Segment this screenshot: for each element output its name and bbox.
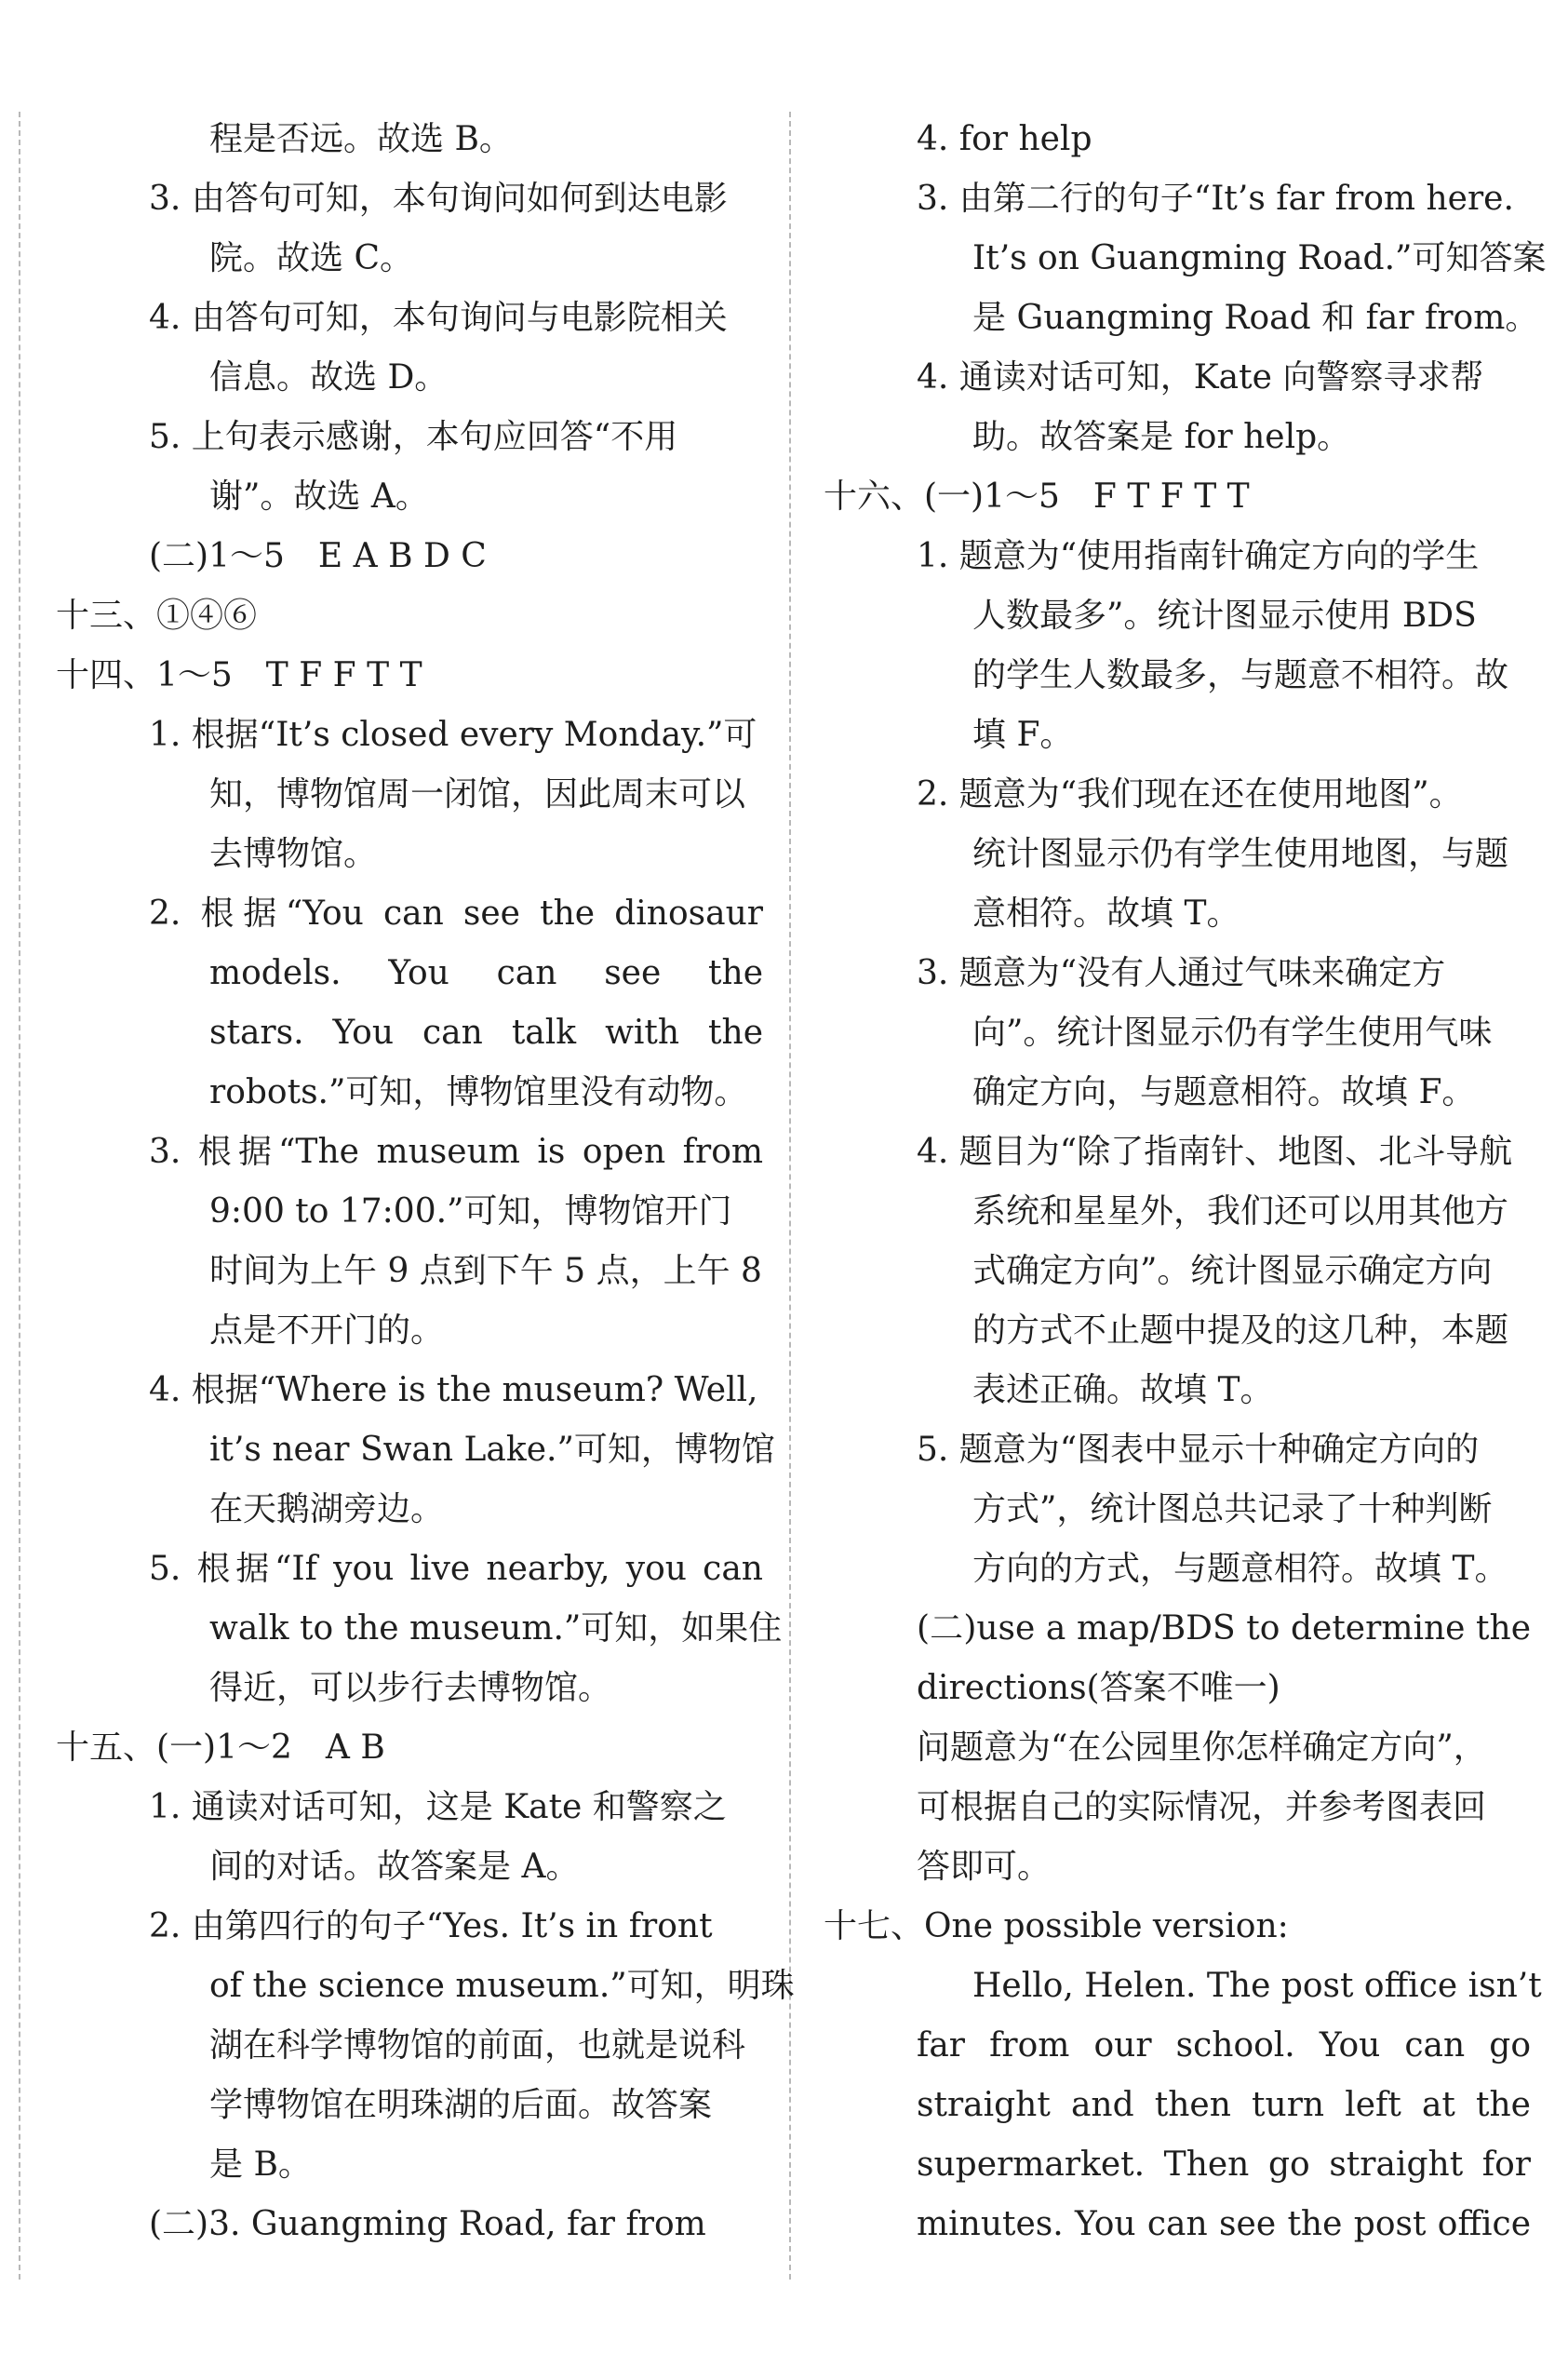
text-line: 2. 题意为“我们现在还在使用地图”。 [917,775,1463,814]
text-line: 的方式不止题中提及的这几种，本题 [972,1312,1509,1350]
text-line: 人数最多”。统计图显示使用 BDS [972,597,1477,635]
text-line: far from our school. You can go [917,2026,1531,2065]
text-line: (二)1～5 E A B D C [149,537,487,575]
text-line: (二)use a map/BDS to determine the [917,1609,1531,1648]
text-line: 5. 题意为“图表中显示十种确定方向的 [917,1431,1480,1469]
text-line: 3. 由第二行的句子“It’s far from here. [917,180,1514,218]
text-line: 1. 通读对话可知，这是 Kate 和警察之 [149,1788,727,1826]
text-line: 是 Guangming Road 和 far from。 [972,299,1539,337]
text-line: 湖在科学博物馆的前面，也就是说科 [209,2026,746,2065]
text-line: 去博物馆。 [209,835,378,873]
text-line: 十三、①④⑥ [56,597,258,635]
text-line: 式确定方向”。统计图显示确定方向 [972,1252,1493,1290]
column-divider [789,112,791,2280]
text-line: 问题意为“在公园里你怎样确定方向”， [917,1729,1487,1767]
text-line: 得近，可以步行去博物馆。 [209,1669,612,1707]
text-line: minutes. You can see the post office [917,2205,1531,2243]
text-line: 十七、One possible version: [824,1907,1289,1945]
text-line: 4. 通读对话可知，Kate 向警察寻求帮 [917,358,1484,397]
text-line: 是 B。 [209,2146,312,2184]
text-line: (二)3. Guangming Road, far from [149,2205,706,2243]
text-line: straight and then turn left at the [917,2086,1531,2124]
text-line: 4. 由答句可知，本句询问与电影院相关 [149,299,728,337]
text-line: stars. You can talk with the [209,1014,763,1052]
text-line: Hello, Helen. The post office isn’t [972,1967,1542,2005]
text-line: 方式”，统计图总共记录了十种判断 [972,1490,1493,1528]
text-line: robots.”可知，博物馆里没有动物。 [209,1073,748,1111]
text-line: 5. 根据“If you live nearby, you can [149,1550,763,1588]
text-line: 助。故答案是 for help。 [972,418,1351,456]
text-line: of the science museum.”可知，明珠 [209,1967,795,2005]
text-line: 十五、(一)1～2 A B [56,1729,385,1767]
text-line: 1. 题意为“使用指南针确定方向的学生 [917,537,1480,575]
text-line: 填 F。 [972,716,1074,754]
text-line: 院。故选 C。 [209,239,413,277]
text-line: 信息。故选 D。 [209,358,449,397]
left-margin-divider [19,112,20,2280]
text-line: 4. 根据“Where is the museum? Well, [149,1371,758,1409]
text-line: 3. 根据“The museum is open from [149,1133,763,1171]
text-line: 9:00 to 17:00.”可知，博物馆开门 [209,1192,732,1231]
text-line: 十四、1～5 T F F T T [56,656,422,694]
text-line: 系统和星星外，我们还可以用其他方 [972,1192,1509,1231]
text-line: 答即可。 [917,1848,1052,1886]
text-line: 十六、(一)1～5 F T F T T [824,478,1250,516]
text-line: 4. for help [917,120,1092,158]
text-line: 谢”。故选 A。 [209,478,429,516]
text-line: it’s near Swan Lake.”可知，博物馆 [209,1431,775,1469]
text-line: models. You can see the [209,954,763,992]
text-line: 可根据自己的实际情况，并参考图表回 [917,1788,1487,1826]
text-line: 4. 题目为“除了指南针、地图、北斗导航 [917,1133,1513,1171]
text-line: 学博物馆在明珠湖的后面。故答案 [209,2086,713,2124]
text-line: 表述正确。故填 T。 [972,1371,1274,1409]
text-line: 知，博物馆周一闭馆，因此周末可以 [209,775,746,814]
text-line: 5. 上句表示感谢，本句应回答“不用 [149,418,678,456]
text-line: supermarket. Then go straight for [917,2146,1531,2184]
text-line: 方向的方式，与题意相符。故填 T。 [972,1550,1508,1588]
text-line: 确定方向，与题意相符。故填 F。 [972,1073,1476,1111]
text-line: 2. 根据“You can see the dinosaur [149,895,763,933]
text-line: 3. 题意为“没有人通过气味来确定方 [917,954,1446,992]
text-line: directions(答案不唯一) [917,1669,1280,1707]
text-line: 的学生人数最多，与题意不相符。故 [972,656,1509,694]
text-line: 1. 根据“It’s closed every Monday.”可 [149,716,757,754]
text-line: 间的对话。故答案是 A。 [209,1848,580,1886]
text-line: 时间为上午 9 点到下午 5 点，上午 8 [209,1252,762,1290]
text-line: 统计图显示仍有学生使用地图，与题 [972,835,1509,873]
text-line: walk to the museum.”可知，如果住 [209,1609,783,1648]
text-line: 向”。统计图显示仍有学生使用气味 [972,1014,1493,1052]
text-line: 3. 由答句可知，本句询问如何到达电影 [149,180,728,218]
text-line: 2. 由第四行的句子“Yes. It’s in front [149,1907,713,1945]
text-line: 意相符。故填 T。 [972,895,1240,933]
text-line: 在天鹅湖旁边。 [209,1490,445,1528]
text-line: 程是否远。故选 B。 [209,120,513,158]
text-line: 点是不开门的。 [209,1312,445,1350]
text-line: It’s on Guangming Road.”可知答案 [972,239,1547,277]
